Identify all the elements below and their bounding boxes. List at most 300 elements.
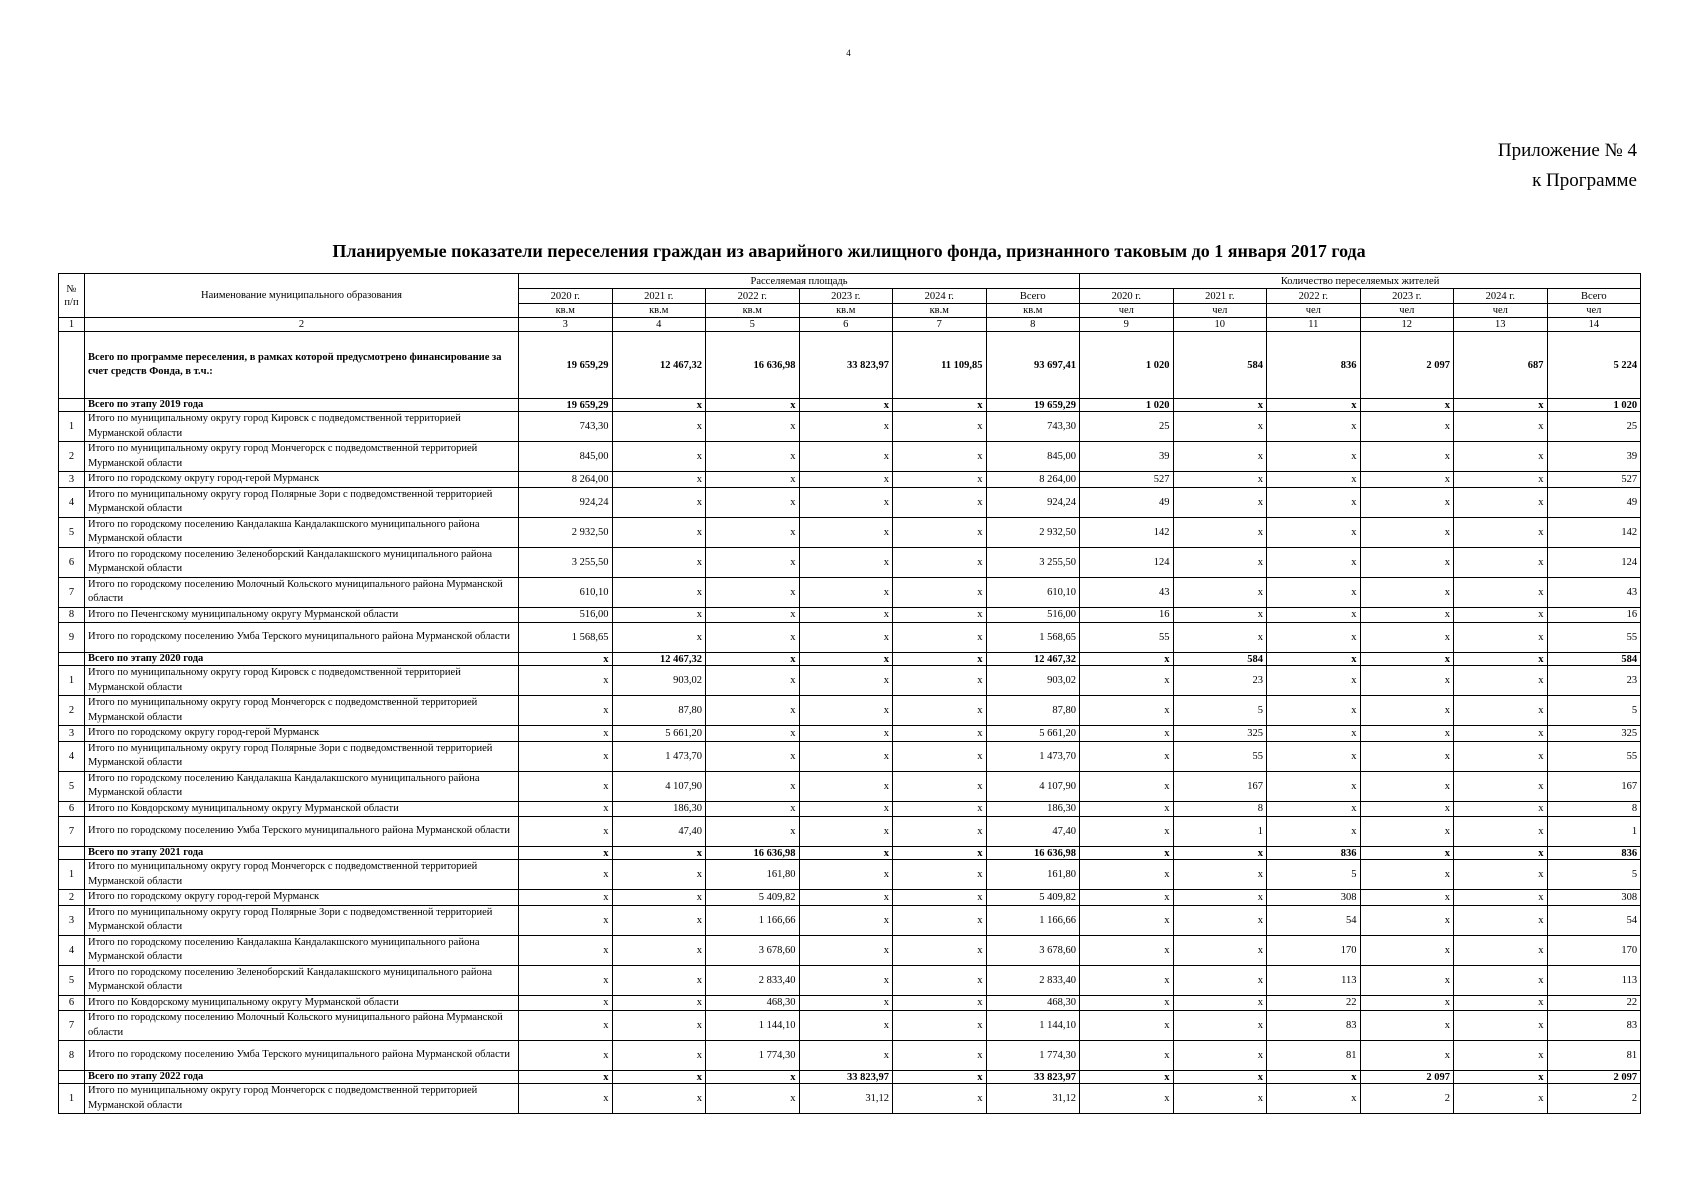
row-value: 161,80 <box>986 860 1080 890</box>
row-value: 1 568,65 <box>986 623 1080 653</box>
row-value: 8 264,00 <box>986 472 1080 488</box>
row-value: 468,30 <box>986 995 1080 1011</box>
table-row <box>59 771 1641 801</box>
row-value: 124 <box>1547 547 1641 577</box>
row-value: 55 <box>1080 623 1174 653</box>
row-value: 54 <box>1267 905 1361 935</box>
row-value: x <box>706 442 800 472</box>
row-value: 527 <box>1080 472 1174 488</box>
header-col-number: 10 <box>1173 318 1267 332</box>
row-value: x <box>519 1084 613 1114</box>
row-value: x <box>519 801 613 817</box>
row-value: x <box>1267 1071 1361 1084</box>
row-value: 924,24 <box>986 487 1080 517</box>
table-row <box>59 1041 1641 1071</box>
table-row <box>59 487 1641 517</box>
table-row <box>59 726 1641 742</box>
row-value: 47,40 <box>612 817 706 847</box>
appendix-note <box>1498 136 1637 196</box>
row-value: x <box>799 860 893 890</box>
row-value: x <box>893 935 987 965</box>
header-unit: кв.м <box>893 304 987 318</box>
row-name: Итого по городскому поселению Умба Терского муниципального района Мурманской области <box>85 817 519 847</box>
header-col-number: 5 <box>706 318 800 332</box>
row-value: x <box>1080 1071 1174 1084</box>
row-num: 4 <box>59 741 85 771</box>
row-value: x <box>519 847 613 860</box>
row-value: x <box>1454 741 1548 771</box>
row-name: Итого по городскому поселению Молочный Кольского муниципального района Мурманской области <box>85 1011 519 1041</box>
row-value: 584 <box>1173 332 1267 399</box>
row-value: x <box>1360 472 1454 488</box>
row-value: x <box>1454 817 1548 847</box>
row-value: x <box>519 935 613 965</box>
row-value: x <box>1454 1071 1548 1084</box>
row-value: x <box>1360 890 1454 906</box>
row-value: x <box>799 487 893 517</box>
row-num: 7 <box>59 817 85 847</box>
header-col-number: 9 <box>1080 318 1174 332</box>
row-value: 19 659,29 <box>986 399 1080 412</box>
row-value: x <box>893 1041 987 1071</box>
row-value: 1 020 <box>1080 399 1174 412</box>
stage-name: Всего по этапу 2019 года <box>85 399 519 412</box>
row-value: x <box>1454 696 1548 726</box>
table-row <box>59 905 1641 935</box>
row-value: x <box>1454 666 1548 696</box>
row-value: x <box>1360 935 1454 965</box>
row-value: x <box>1173 472 1267 488</box>
header-name: Наименование муниципального образования <box>85 274 519 318</box>
row-value: 687 <box>1454 332 1548 399</box>
row-value: x <box>1454 771 1548 801</box>
table-row <box>59 965 1641 995</box>
row-num: 9 <box>59 623 85 653</box>
row-value: x <box>519 696 613 726</box>
row-value: x <box>1267 741 1361 771</box>
row-value: x <box>799 696 893 726</box>
row-value: 170 <box>1547 935 1641 965</box>
row-name: Итого по городскому поселению Молочный Кольского муниципального района Мурманской области <box>85 577 519 607</box>
row-name: Итого по городскому округу город-герой Мурманск <box>85 890 519 906</box>
row-value: 903,02 <box>612 666 706 696</box>
header-col-number: 8 <box>986 318 1080 332</box>
row-value: x <box>893 607 987 623</box>
row-value: 16 636,98 <box>706 332 800 399</box>
row-value: x <box>519 1041 613 1071</box>
row-value: 5 <box>1547 696 1641 726</box>
row-value: x <box>612 935 706 965</box>
row-value: 16 <box>1547 607 1641 623</box>
row-value: x <box>1454 1041 1548 1071</box>
row-value: x <box>799 801 893 817</box>
row-name: Итого по муниципальному округу город Полярные Зори с подведомственной территорией Мурманской области <box>85 487 519 517</box>
table-row <box>59 696 1641 726</box>
row-value: x <box>612 412 706 442</box>
row-value: x <box>612 1011 706 1041</box>
row-value: x <box>1173 607 1267 623</box>
row-value: x <box>799 847 893 860</box>
row-value: 1 166,66 <box>986 905 1080 935</box>
row-value: x <box>1454 890 1548 906</box>
stage-name: Всего по этапу 2022 года <box>85 1071 519 1084</box>
table-row <box>59 995 1641 1011</box>
header-col-number: 1 <box>59 318 85 332</box>
row-value: 142 <box>1547 517 1641 547</box>
row-value: x <box>1267 472 1361 488</box>
row-value: x <box>1267 1084 1361 1114</box>
row-value: 5 <box>1173 696 1267 726</box>
row-value: x <box>799 442 893 472</box>
row-value: 5 661,20 <box>612 726 706 742</box>
row-value: 43 <box>1080 577 1174 607</box>
row-value: x <box>706 817 800 847</box>
row-num: 1 <box>59 412 85 442</box>
row-value: 8 <box>1173 801 1267 817</box>
table-row <box>59 1011 1641 1041</box>
row-value: x <box>1267 607 1361 623</box>
row-value: x <box>1173 1041 1267 1071</box>
row-value: x <box>799 472 893 488</box>
row-value: x <box>893 890 987 906</box>
row-value: x <box>1173 399 1267 412</box>
row-value: x <box>519 1071 613 1084</box>
row-value: 2 097 <box>1360 1071 1454 1084</box>
row-value: 4 107,90 <box>986 771 1080 801</box>
row-value: 610,10 <box>519 577 613 607</box>
row-num: 6 <box>59 801 85 817</box>
row-value: x <box>893 696 987 726</box>
row-value: x <box>799 412 893 442</box>
row-value: x <box>893 860 987 890</box>
row-value: x <box>1360 1011 1454 1041</box>
row-num: 8 <box>59 607 85 623</box>
row-value: x <box>612 623 706 653</box>
row-num <box>59 332 85 399</box>
row-value: x <box>706 726 800 742</box>
row-value: x <box>1173 860 1267 890</box>
row-value: x <box>799 995 893 1011</box>
row-value: x <box>1360 771 1454 801</box>
table-row <box>59 623 1641 653</box>
row-value: 1 144,10 <box>986 1011 1080 1041</box>
row-num: 2 <box>59 442 85 472</box>
row-value: x <box>1360 726 1454 742</box>
row-value: 836 <box>1267 847 1361 860</box>
table-row <box>59 472 1641 488</box>
row-value: 2 <box>1547 1084 1641 1114</box>
row-value: 8 <box>1547 801 1641 817</box>
row-value: x <box>706 623 800 653</box>
row-value: 584 <box>1173 653 1267 666</box>
row-value: x <box>519 995 613 1011</box>
row-value: x <box>799 399 893 412</box>
row-value: x <box>612 399 706 412</box>
row-name: Итого по городскому поселению Зеленоборский Кандалакшского муниципального района Мурманской области <box>85 547 519 577</box>
row-value: 2 <box>1360 1084 1454 1114</box>
row-value: 2 932,50 <box>519 517 613 547</box>
document-title: Планируемые показатели переселения граждан из аварийного жилищного фонда, признанного таковым до 1 января 2017 года <box>332 241 1366 261</box>
row-value: 2 833,40 <box>706 965 800 995</box>
row-value: x <box>706 1071 800 1084</box>
row-value: 22 <box>1267 995 1361 1011</box>
stage-total-row <box>59 1071 1641 1084</box>
row-value: 1 144,10 <box>706 1011 800 1041</box>
header-year: 2022 г. <box>1267 289 1361 304</box>
header-year: 2024 г. <box>893 289 987 304</box>
row-value: 83 <box>1267 1011 1361 1041</box>
row-value: 31,12 <box>986 1084 1080 1114</box>
row-name: Итого по городскому округу город-герой Мурманск <box>85 726 519 742</box>
row-value: x <box>1454 577 1548 607</box>
row-value: 584 <box>1547 653 1641 666</box>
row-value: x <box>1173 517 1267 547</box>
row-value: x <box>519 741 613 771</box>
row-value: x <box>1173 905 1267 935</box>
header-unit: чел <box>1267 304 1361 318</box>
header-unit: чел <box>1173 304 1267 318</box>
row-value: x <box>1080 696 1174 726</box>
row-value: x <box>1454 399 1548 412</box>
row-value: 3 678,60 <box>706 935 800 965</box>
row-value: x <box>1173 847 1267 860</box>
row-name: Итого по Ковдорскому муниципальному округу Мурманской области <box>85 995 519 1011</box>
row-value: x <box>1360 442 1454 472</box>
row-value: 186,30 <box>612 801 706 817</box>
row-name: Итого по муниципальному округу город Полярные Зори с подведомственной территорией Мурманской области <box>85 905 519 935</box>
header-col-number: 3 <box>519 318 613 332</box>
row-value: x <box>1080 890 1174 906</box>
row-value: x <box>706 801 800 817</box>
row-value: x <box>1173 442 1267 472</box>
row-value: x <box>799 577 893 607</box>
row-value: x <box>612 905 706 935</box>
row-value: x <box>893 472 987 488</box>
table-row <box>59 817 1641 847</box>
table-row <box>59 741 1641 771</box>
row-value: 167 <box>1547 771 1641 801</box>
row-value: x <box>893 412 987 442</box>
row-value: x <box>612 517 706 547</box>
row-name: Итого по муниципальному округу город Мончегорск с подведомственной территорией Мурманской области <box>85 696 519 726</box>
row-value: x <box>1267 577 1361 607</box>
row-value: 5 661,20 <box>986 726 1080 742</box>
page-number: 4 <box>846 48 851 58</box>
row-value: x <box>799 771 893 801</box>
row-value: 2 097 <box>1360 332 1454 399</box>
header-col-number: 13 <box>1454 318 1548 332</box>
row-num: 3 <box>59 905 85 935</box>
header-unit: кв.м <box>986 304 1080 318</box>
row-value: x <box>706 487 800 517</box>
header-unit: кв.м <box>706 304 800 318</box>
row-value: x <box>799 607 893 623</box>
row-num: 7 <box>59 1011 85 1041</box>
row-value: x <box>893 517 987 547</box>
header-col-number: 7 <box>893 318 987 332</box>
header-row-col-numbers <box>59 318 1641 332</box>
row-value: x <box>1173 577 1267 607</box>
row-value: 47,40 <box>986 817 1080 847</box>
row-value: 19 659,29 <box>519 399 613 412</box>
row-value: x <box>519 726 613 742</box>
row-value: x <box>612 1071 706 1084</box>
table-row <box>59 666 1641 696</box>
row-value: x <box>893 965 987 995</box>
row-value: x <box>1360 905 1454 935</box>
header-num: № п/п <box>59 274 85 318</box>
row-value: x <box>1267 412 1361 442</box>
row-value: x <box>1267 726 1361 742</box>
row-value: 170 <box>1267 935 1361 965</box>
stage-name: Всего по этапу 2020 года <box>85 653 519 666</box>
row-value: x <box>799 1041 893 1071</box>
row-num: 1 <box>59 860 85 890</box>
row-value: x <box>612 547 706 577</box>
row-name: Итого по городскому округу город-герой Мурманск <box>85 472 519 488</box>
row-value: x <box>1080 653 1174 666</box>
row-value: x <box>799 653 893 666</box>
row-value: x <box>612 607 706 623</box>
header-unit: чел <box>1454 304 1548 318</box>
row-value: x <box>706 472 800 488</box>
row-value: x <box>612 442 706 472</box>
header-unit: кв.м <box>612 304 706 318</box>
row-value: x <box>1454 847 1548 860</box>
row-name: Итого по городскому поселению Кандалакша Кандалакшского муниципального района Мурманской области <box>85 771 519 801</box>
header-unit: чел <box>1360 304 1454 318</box>
table-row <box>59 607 1641 623</box>
row-num: 5 <box>59 771 85 801</box>
row-value: x <box>612 472 706 488</box>
row-value: 19 659,29 <box>519 332 613 399</box>
header-year: Всего <box>986 289 1080 304</box>
row-value: x <box>1267 801 1361 817</box>
header-year: 2023 г. <box>1360 289 1454 304</box>
row-value: x <box>1360 1041 1454 1071</box>
row-value: x <box>893 741 987 771</box>
row-value: 3 255,50 <box>986 547 1080 577</box>
row-value: x <box>1080 935 1174 965</box>
row-value: 1 568,65 <box>519 623 613 653</box>
row-num: 5 <box>59 965 85 995</box>
row-value: x <box>1173 623 1267 653</box>
row-value: x <box>893 726 987 742</box>
row-value: x <box>1173 412 1267 442</box>
row-value: x <box>1360 577 1454 607</box>
row-value: 23 <box>1547 666 1641 696</box>
table-row <box>59 547 1641 577</box>
table-row <box>59 1084 1641 1114</box>
row-value: x <box>1080 801 1174 817</box>
header-people-group: Количество переселяемых жителей <box>1080 274 1641 289</box>
row-value: x <box>612 965 706 995</box>
row-value: x <box>1267 487 1361 517</box>
row-value: x <box>893 801 987 817</box>
row-value: 11 109,85 <box>893 332 987 399</box>
row-value: x <box>893 847 987 860</box>
row-value: 845,00 <box>986 442 1080 472</box>
row-num: 8 <box>59 1041 85 1071</box>
row-num: 6 <box>59 547 85 577</box>
row-value: 54 <box>1547 905 1641 935</box>
row-value: x <box>1080 817 1174 847</box>
grand-total-row <box>59 332 1641 399</box>
header-unit: кв.м <box>799 304 893 318</box>
row-value: x <box>799 890 893 906</box>
row-num: 2 <box>59 696 85 726</box>
row-value: 3 678,60 <box>986 935 1080 965</box>
row-value: 1 473,70 <box>612 741 706 771</box>
row-value: 1 473,70 <box>986 741 1080 771</box>
row-value: x <box>1454 547 1548 577</box>
row-value: x <box>612 577 706 607</box>
header-col-number: 4 <box>612 318 706 332</box>
row-value: 142 <box>1080 517 1174 547</box>
row-value: x <box>612 860 706 890</box>
row-value: 93 697,41 <box>986 332 1080 399</box>
row-value: 1 774,30 <box>986 1041 1080 1071</box>
row-value: 31,12 <box>799 1084 893 1114</box>
row-value: x <box>706 517 800 547</box>
row-value: 3 255,50 <box>519 547 613 577</box>
row-value: x <box>1360 487 1454 517</box>
row-value: x <box>1454 905 1548 935</box>
row-value: 836 <box>1267 332 1361 399</box>
row-num: 3 <box>59 472 85 488</box>
row-value: x <box>1080 995 1174 1011</box>
row-value: x <box>1173 935 1267 965</box>
header-unit: чел <box>1547 304 1641 318</box>
row-value: x <box>893 995 987 1011</box>
row-value: x <box>1080 905 1174 935</box>
row-value: 25 <box>1547 412 1641 442</box>
row-value: x <box>1173 965 1267 995</box>
row-value: x <box>612 1041 706 1071</box>
row-value: 516,00 <box>519 607 613 623</box>
row-value: x <box>706 577 800 607</box>
row-value: x <box>893 653 987 666</box>
table-row <box>59 860 1641 890</box>
header-year: 2024 г. <box>1454 289 1548 304</box>
row-value: x <box>1080 741 1174 771</box>
row-name: Итого по городскому поселению Кандалакша Кандалакшского муниципального района Мурманской области <box>85 935 519 965</box>
stage-name: Всего по этапу 2021 года <box>85 847 519 860</box>
row-value: x <box>1360 860 1454 890</box>
row-value: x <box>893 577 987 607</box>
row-value: x <box>893 1084 987 1114</box>
row-num <box>59 399 85 412</box>
row-value: x <box>1267 666 1361 696</box>
row-value: x <box>799 817 893 847</box>
row-value: 5 224 <box>1547 332 1641 399</box>
row-value: 167 <box>1173 771 1267 801</box>
row-value: x <box>1267 817 1361 847</box>
row-value: 55 <box>1547 623 1641 653</box>
row-value: x <box>1454 653 1548 666</box>
row-value: x <box>612 890 706 906</box>
row-value: x <box>1454 935 1548 965</box>
row-value: 1 <box>1173 817 1267 847</box>
row-value: 81 <box>1267 1041 1361 1071</box>
row-name: Итого по городскому поселению Кандалакша Кандалакшского муниципального района Мурманской области <box>85 517 519 547</box>
header-year: 2020 г. <box>519 289 613 304</box>
row-value: 4 107,90 <box>612 771 706 801</box>
row-value: x <box>1360 995 1454 1011</box>
row-value: x <box>519 890 613 906</box>
row-value: x <box>1360 547 1454 577</box>
row-value: x <box>799 623 893 653</box>
